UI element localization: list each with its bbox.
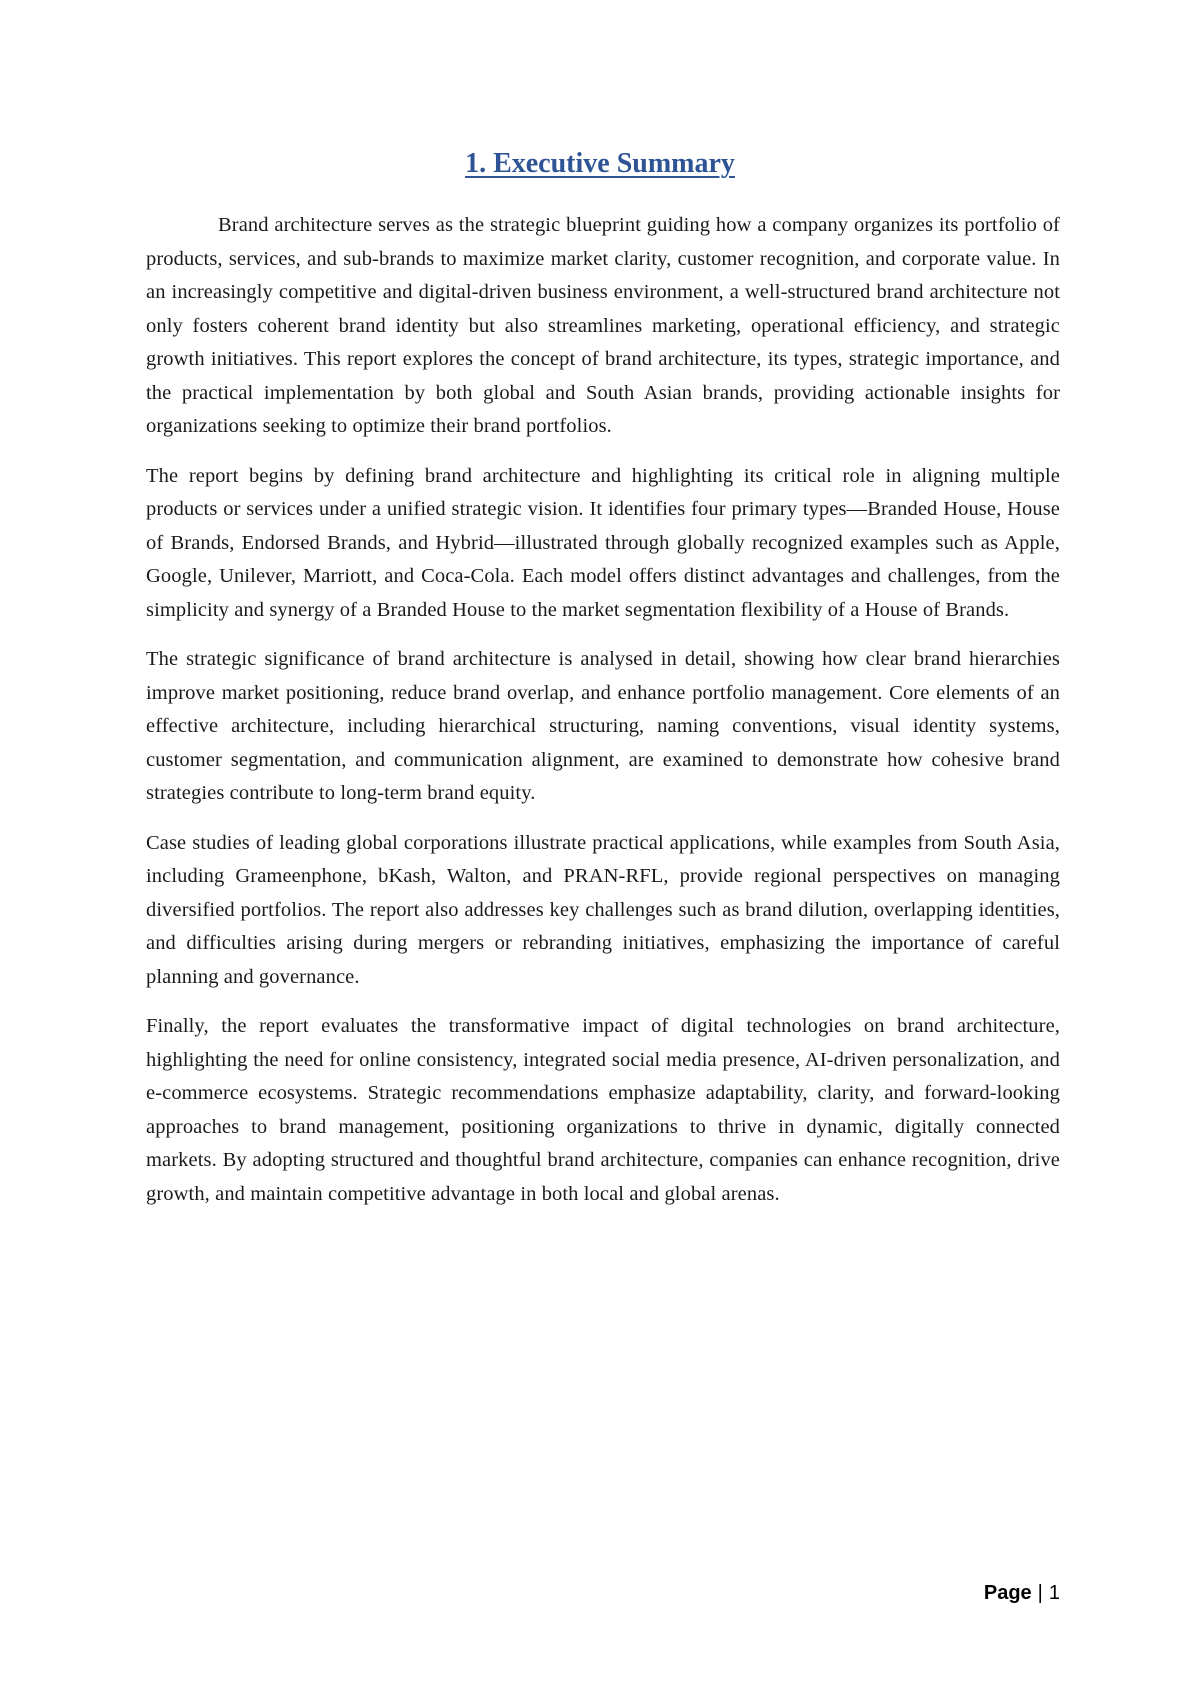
paragraph-case-studies: Case studies of leading global corporations illustrate practical applications, while examples from South Asia, including Grameenphone, bKash, Walton, and PRAN-RFL, provide regional perspectives on managing diversified portfolios. The report also addresses key challenges such as brand dilution, overlapping identities, and difficulties arising during mergers or rebranding initiatives, emphasizing the importance of careful planning and governance. [146,831,1060,988]
section-heading: 1. Executive Summary [465,148,735,179]
page-label: Page [983,1582,1032,1604]
paragraph-intro: Brand architecture serves as the strategic blueprint guiding how a company organizes its portfolio of products, services, and sub-brands to maximize market clarity, customer recognition, and corporate value. In an increasingly competitive and digital-driven business environment, a well-structured brand architecture not only fosters coherent brand identity but also streamlines marketing, operational efficiency, and strategic growth initiatives. This report explores the concept of brand architecture, its types, strategic importance, and the practical implementation by both global and South Asian brands, providing actionable insights for organizations seeking to optimize their brand portfolios. [146,214,1060,437]
paragraph-types: The report begins by defining brand architecture and highlighting its critical role in aligning multiple products or services under a unified strategic vision. It identifies four primary types—Branded House, House of Brands, Endorsed Brands, and Hybrid—illustrated through globally recognized examples such as Apple, Google, Unilever, Marriott, and Coca-Cola. Each model offers distinct advantages and challenges, from the simplicity and synergy of a Branded House to the market segmentation flexibility of a House of Brands. [146,464,1060,621]
page-number: 1 [1048,1582,1060,1604]
body-text [146,209,1060,1227]
paragraph-significance: The strategic significance of brand architecture is analysed in detail, showing how clear brand hierarchies improve market positioning, reduce brand overlap, and enhance portfolio management. Core elements of an effective architecture, including hierarchical structuring, naming conventions, visual identity systems, customer segmentation, and communication alignment, are examined to demonstrate how cohesive brand strategies contribute to long-term brand equity. [146,648,1060,804]
page-footer [984,1582,1060,1605]
page-separator: | [1037,1582,1043,1604]
paragraph-digital: Finally, the report evaluates the transformative impact of digital technologies on brand architecture, highlighting the need for online consistency, integrated social media presence, AI-driven personalization, and e-commerce ecosystems. Strategic recommendations emphasize adaptability, clarity, and forward-looking approaches to brand management, positioning organizations to thrive in dynamic, digitally connected markets. By adopting structured and thoughtful brand architecture, companies can enhance recognition, drive growth, and maintain competitive advantage in both local and global arenas. [146,1015,1060,1205]
